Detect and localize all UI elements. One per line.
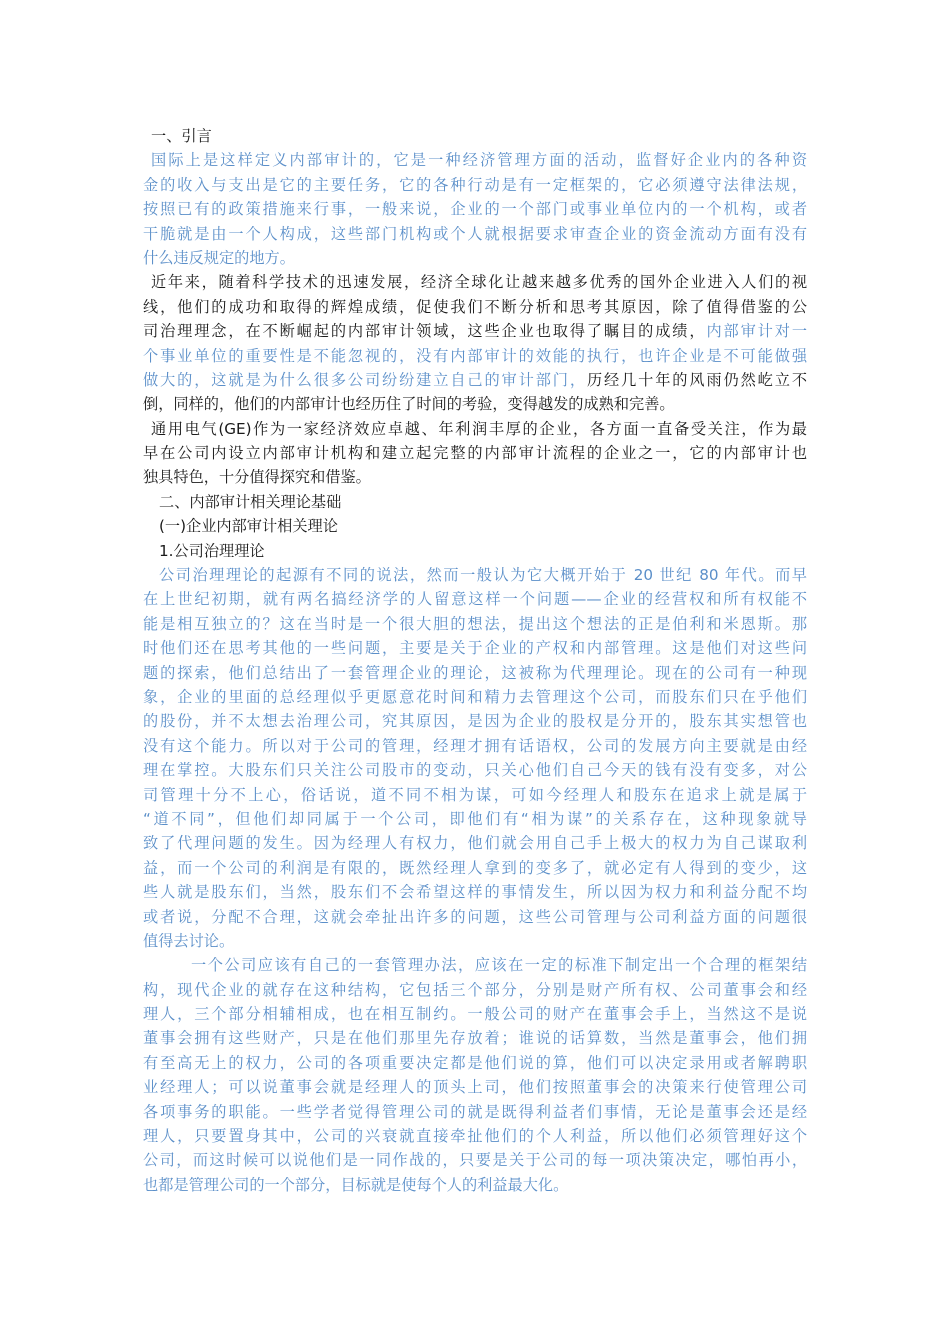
paragraph-line: 司管理十分不上心，俗话说，道不同不相为谋，可如今经理人和股东在追求上就是属于	[143, 785, 807, 804]
paragraph-line: 理人，只要置身其中，公司的兴衰就直接牵扯他们的个人利益，所以他们必须管理好这个	[143, 1127, 807, 1146]
paragraph-line: 早在公司内设立内部审计机构和建立起完整的内部审计流程的企业之一，它的内部审计也	[143, 444, 807, 463]
paragraph-line: 或者说，分配不合理，这就会牵扯出许多的问题，这些公司管理与公司利益方面的问题很	[143, 907, 807, 926]
text-span: 司治理理念，在不断崛起的内部审计领域，这些企业也取得了瞩目的成绩，	[143, 322, 707, 341]
paragraph-line: 国际上是这样定义内部审计的，它是一种经济管理方面的活动，监督好企业内的各种资	[151, 151, 807, 170]
text-span: 历经几十年的风雨仍然屹立不	[586, 370, 808, 389]
paragraph-line: 理在掌控。大股东们只关注公司股市的变动，只关心他们自己今天的钱有没有变多，对公	[143, 761, 807, 780]
paragraph-line: 能是相互独立的？这在当时是一个很大胆的想法，提出这个想法的正是伯利和米恩斯。那	[143, 614, 807, 633]
paragraph-line: 一个公司应该有自己的一套管理办法，应该在一定的标准下制定出一个合理的框架结	[191, 956, 807, 975]
paragraph-line: 象，企业的里面的总经理似乎更愿意花时间和精力去管理这个公司，而股东们只在乎他们	[143, 687, 807, 706]
highlighted-span: 做大的，这就是为什么很多公司纷纷建立自己的审计部门，	[143, 370, 587, 389]
paragraph-line: 值得去讨论。	[143, 931, 235, 950]
paragraph-line: 时他们还在思考其他的一些问题，主要是关于企业的产权和内部管理。这是他们对这些问	[143, 639, 807, 658]
paragraph-line: 业经理人；可以说董事会就是经理人的顶头上司，他们按照董事会的决策来行使管理公司	[143, 1078, 807, 1097]
paragraph-line-mixed	[143, 319, 807, 343]
paragraph-line: 线，他们的成功和取得的辉煌成绩，促使我们不断分析和思考其原因，除了值得借鉴的公	[143, 297, 807, 316]
paragraph-line: 公司，而这时候可以说他们是一同作战的，只要是关于公司的每一项决策决定，哪怕再小，	[143, 1151, 807, 1170]
paragraph-line: 董事会拥有这些财产，只是在他们那里先存放着；谁说的话算数，当然是董事会，他们拥	[143, 1029, 807, 1048]
paragraph-line: 通用电气(GE)作为一家经济效应卓越、年利润丰厚的企业，各方面一直备受关注，作为最	[151, 419, 807, 438]
paragraph-line: 金的收入与支出是它的主要任务，它的各种行动是有一定框架的，它必须遵守法律法规，	[143, 175, 807, 194]
paragraph-line: 没有这个能力。所以对于公司的管理，经理才拥有话语权，公司的发展方向主要就是由经	[143, 736, 807, 755]
paragraph-line: 致了代理问题的发生。因为经理人有权力，他们就会用自己手上极大的权力为自己谋取利	[143, 834, 807, 853]
paragraph-definition	[143, 148, 807, 270]
paragraph-line: 益，而一个公司的利润是有限的，既然经理人拿到的变多了，就必定有人得到的变少，这	[143, 858, 807, 877]
heading-theory-basis: 二、内部审计相关理论基础	[159, 492, 342, 511]
paragraph-line: 独具特色，十分值得探究和借鉴。	[143, 468, 371, 487]
paragraph-line: 的股份，并不太想去治理公司，究其原因，是因为企业的股权是分开的，股东其实想管也	[143, 712, 807, 731]
paragraph-governance-origin	[143, 563, 807, 953]
paragraph-line: 些人就是股东们，当然，股东们不会希望这样的事情发生，所以因为权力和利益分配不均	[143, 883, 807, 902]
heading-introduction: 一、引言	[151, 127, 212, 145]
paragraph-line: “道不同”，但他们却同属于一个公司，即他们有“相为谋”的关系存在，这种现象就导	[143, 809, 807, 828]
paragraph-recent-years	[143, 270, 807, 416]
paragraph-line: 构，现代企业的就存在这种结构，它包括三个部分，分别是财产所有权、公司董事会和经	[143, 980, 807, 999]
document-page	[143, 124, 807, 1197]
paragraph-line: 干脆就是由一个人构成，这些部门机构或个人就根据要求审查企业的资金流动方面有没有	[143, 224, 807, 243]
heading-internal-audit-theory: (一)企业内部审计相关理论	[159, 517, 338, 536]
paragraph-line: 倒，同样的，他们的内部审计也经历住了时间的考验，变得越发的成熟和完善。	[143, 395, 675, 414]
highlighted-span: 内部审计对一	[706, 322, 808, 341]
paragraph-line: 在上世纪初期，就有两名搞经济学的人留意这样一个问题——企业的经营权和所有权能不	[143, 590, 807, 609]
paragraph-line: 理人，三个部分相辅相成，也在相互制约。一般公司的财产在董事会手上，当然这不是说	[143, 1005, 807, 1024]
paragraph-line: 各项事务的职能。一些学者觉得管理公司的就是既得利益者们事情，无论是董事会还是经	[143, 1102, 807, 1121]
paragraph-line: 什么违反规定的地方。	[143, 248, 295, 267]
paragraph-line: 也都是管理公司的一个部分，目标就是使每个人的利益最大化。	[143, 1175, 569, 1194]
paragraph-ge	[143, 417, 807, 490]
paragraph-line: 题的探索，他们总结出了一套管理企业的理论，这被称为代理理论。现在的公司有一种现	[143, 663, 807, 682]
paragraph-line: 按照已有的政策措施来行事，一般来说，企业的一个部门或事业单位内的一个机构，或者	[143, 200, 807, 219]
paragraph-line-mixed	[143, 368, 807, 392]
paragraph-line: 公司治理理论的起源有不同的说法，然而一般认为它大概开始于 20 世纪 80 年代。而早	[159, 566, 807, 585]
heading-governance-theory: 1.公司治理理论	[159, 541, 265, 560]
paragraph-governance-structure	[143, 953, 807, 1197]
paragraph-line: 近年来，随着科学技术的迅速发展，经济全球化让越来越多优秀的国外企业进入人们的视	[151, 273, 807, 292]
paragraph-line: 个事业单位的重要性是不能忽视的，没有内部审计的效能的执行，也许企业是不可能做强	[143, 346, 807, 365]
paragraph-line: 有至高无上的权力，公司的各项重要决定都是他们说的算，他们可以决定录用或者解聘职	[143, 1053, 807, 1072]
